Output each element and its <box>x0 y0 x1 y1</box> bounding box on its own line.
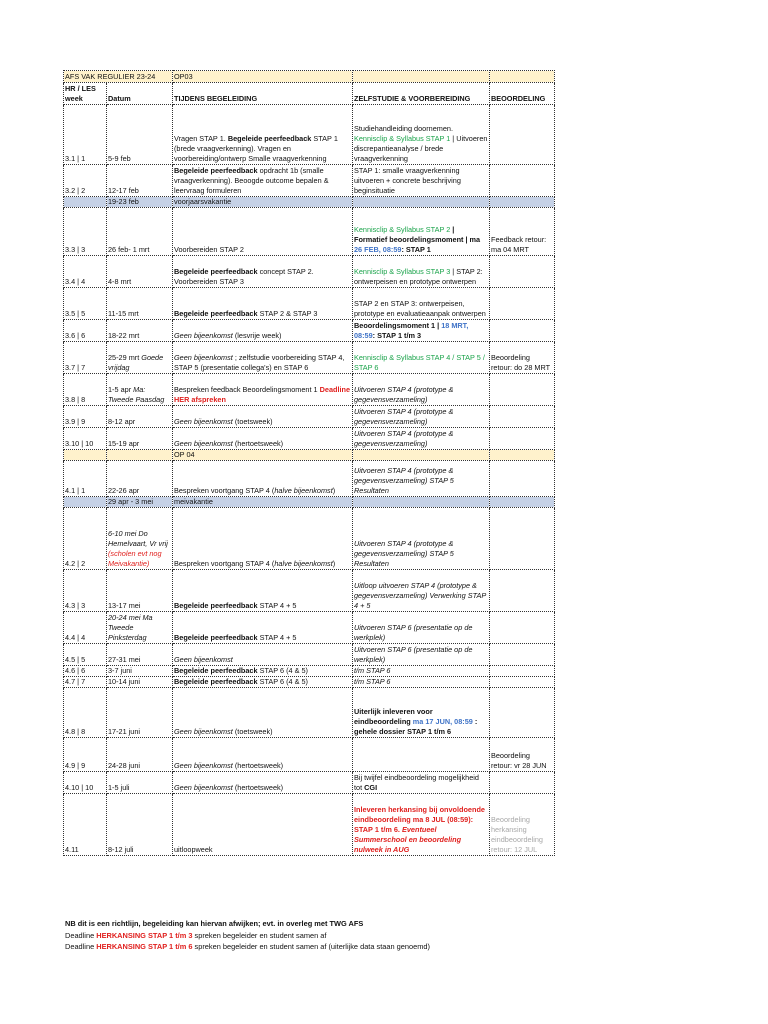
table-row: 4.9 | 9 24-28 juni Geen bijeenkomst (hertoetsweek) Beoordeling retour: vr 28 JUN <box>64 738 555 772</box>
footnotes <box>65 918 625 953</box>
col-week: HR / LES week <box>64 83 107 105</box>
table-row: 3.1 | 1 5-9 feb Vragen STAP 1. Begeleide peerfeedback STAP 1 (brede vraagverkenning). Vragen en voorbereiding/ontwerp Smalle vraagverkenning Studiehandleiding doornemen. Kennisclip & Syllabus STAP 1 | Uitvoeren discrepantieanalyse / brede vraagverkenning <box>64 105 555 165</box>
table-row: 4.3 | 3 13-17 mei Begeleide peerfeedback STAP 4 + 5 Uitloop uitvoeren STAP 4 (prototype & gegevensverzameling) Verwerking STAP 4 + 5 <box>64 570 555 612</box>
table-row: 4.8 | 8 17-21 juni Geen bijeenkomst (toetsweek) Uiterlijk inleveren voor eindbeoordeling ma 17 JUN, 08:59 : gehele dossier STAP 1 t/m 6 <box>64 688 555 738</box>
table-row: 3.6 | 6 18-22 mrt Geen bijeenkomst (lesvrije week) Beoordelingsmoment 1 | 18 MRT, 08:59: STAP 1 t/m 3 <box>64 320 555 342</box>
table-row: 3.9 | 9 8-12 apr Geen bijeenkomst (toetsweek) Uitvoeren STAP 4 (prototype & gegevensverzameling) <box>64 406 555 428</box>
table-row: 4.11 8-12 juli uitloopweek Inleveren herkansing bij onvoldoende eindbeoordeling ma 8 JUL (08:59): STAP 1 t/m 6. Eventueel Summerschool en beoordeling nulweek in AUG Beoordeling herkansing eindbeoordeling retour: 12 JUL <box>64 794 555 856</box>
table-row: 4.2 | 2 6-10 mei Do Hemelvaart, Vr vrij (scholen evt nog Meivakantie) Bespreken voortgang STAP 4 (halve bijeenkomst) Uitvoeren STAP 4 (prototype & gegevensverzameling) STAP 5 Resultaten <box>64 508 555 570</box>
table-row: 3.2 | 2 12-17 feb Begeleide peerfeedback opdracht 1b (smalle vraagverkenning). Beoogde outcome bepalen & leervraag formuleren STAP 1: smalle vraagverkenning uitvoeren + concrete beschrijving beginsituatie <box>64 165 555 197</box>
table-row: 3.3 | 3 26 feb- 1 mrt Voorbereiden STAP 2 Kennisclip & Syllabus STAP 2 | Formatief beoordelingsmoment | ma 26 FEB, 08:59: STAP 1 Feedback retour: ma 04 MRT <box>64 208 555 256</box>
note-herkansing-6: Deadline HERKANSING STAP 1 t/m 6 spreken begeleider en student samen af (uiterlijke data staan genoemd) <box>65 942 430 951</box>
note-guideline: NB dit is een richtlijn, begeleiding kan hiervan afwijken; evt. in overleg met TWG AFS <box>65 919 364 928</box>
table-row: 4.4 | 4 20-24 mei Ma Tweede Pinksterdag Begeleide peerfeedback STAP 4 + 5 Uitvoeren STAP 6 (presentatie op de werkplek) <box>64 612 555 644</box>
period-label: OP03 <box>173 71 353 83</box>
table-row: 3.5 | 5 11-15 mrt Begeleide peerfeedback STAP 2 & STAP 3 STAP 2 en STAP 3: ontwerpeisen, prototype en evaluatieaanpak ontwerpen <box>64 288 555 320</box>
column-header-row <box>64 83 555 105</box>
table-row: 4.10 | 10 1-5 juli Geen bijeenkomst (hertoetsweek) Bij twijfel eindbeoordeling mogelijkheid tot CGI <box>64 772 555 794</box>
table-row: 4.6 | 6 3-7 juni Begeleide peerfeedback STAP 6 (4 & 5) t/m STAP 6 <box>64 666 555 677</box>
title-row <box>64 71 555 83</box>
note-herkansing-3: Deadline HERKANSING STAP 1 t/m 3 spreken begeleider en student samen af <box>65 930 327 940</box>
vacation-row: 29 apr - 3 mei meivakantie <box>64 497 555 508</box>
table-row: 3.7 | 7 25-29 mrt Goede vrijdag Geen bijeenkomst ; zelfstudie voorbereiding STAP 4, STAP 5 (presentatie collega's) en STAP 6 Kennisclip & Syllabus STAP 4 / STAP 5 / STAP 6 Beoordeling retour: do 28 MRT <box>64 342 555 374</box>
table-row: 4.5 | 5 27-31 mei Geen bijeenkomst Uitvoeren STAP 6 (presentatie op de werkplek) <box>64 644 555 666</box>
col-begeleiding: TIJDENS BEGELEIDING <box>173 83 353 105</box>
table-row: 4.7 | 7 10-14 juni Begeleide peerfeedback STAP 6 (4 & 5) t/m STAP 6 <box>64 677 555 688</box>
col-zelfstudie: ZELFSTUDIE & VOORBEREIDING <box>353 83 490 105</box>
course-title: AFS VAK REGULIER 23-24 <box>64 71 173 83</box>
col-datum: Datum <box>107 83 173 105</box>
vacation-row: 19-23 feb voorjaarsvakantie <box>64 197 555 208</box>
col-beoordeling: BEOORDELING <box>490 83 555 105</box>
table-row: 3.8 | 8 1-5 apr Ma: Tweede Paasdag Bespreken feedback Beoordelingsmoment 1 Deadline HER afspreken Uitvoeren STAP 4 (prototype & gegevensverzameling) <box>64 374 555 406</box>
table-row: 4.1 | 1 22-26 apr Bespreken voortgang STAP 4 (halve bijeenkomst) Uitvoeren STAP 4 (prototype & gegevensverzameling) STAP 5 Resultaten <box>64 461 555 497</box>
table-row: 3.4 | 4 4-8 mrt Begeleide peerfeedback concept STAP 2. Voorbereiden STAP 3 Kennisclip & Syllabus STAP 3 | STAP 2: ontwerpeisen en prototype ontwerpen <box>64 256 555 288</box>
table-row: 3.10 | 10 15-19 apr Geen bijeenkomst (hertoetsweek) Uitvoeren STAP 4 (prototype & gegevensverzameling) <box>64 428 555 450</box>
planning-table <box>63 70 555 856</box>
period-row: OP 04 <box>64 450 555 461</box>
